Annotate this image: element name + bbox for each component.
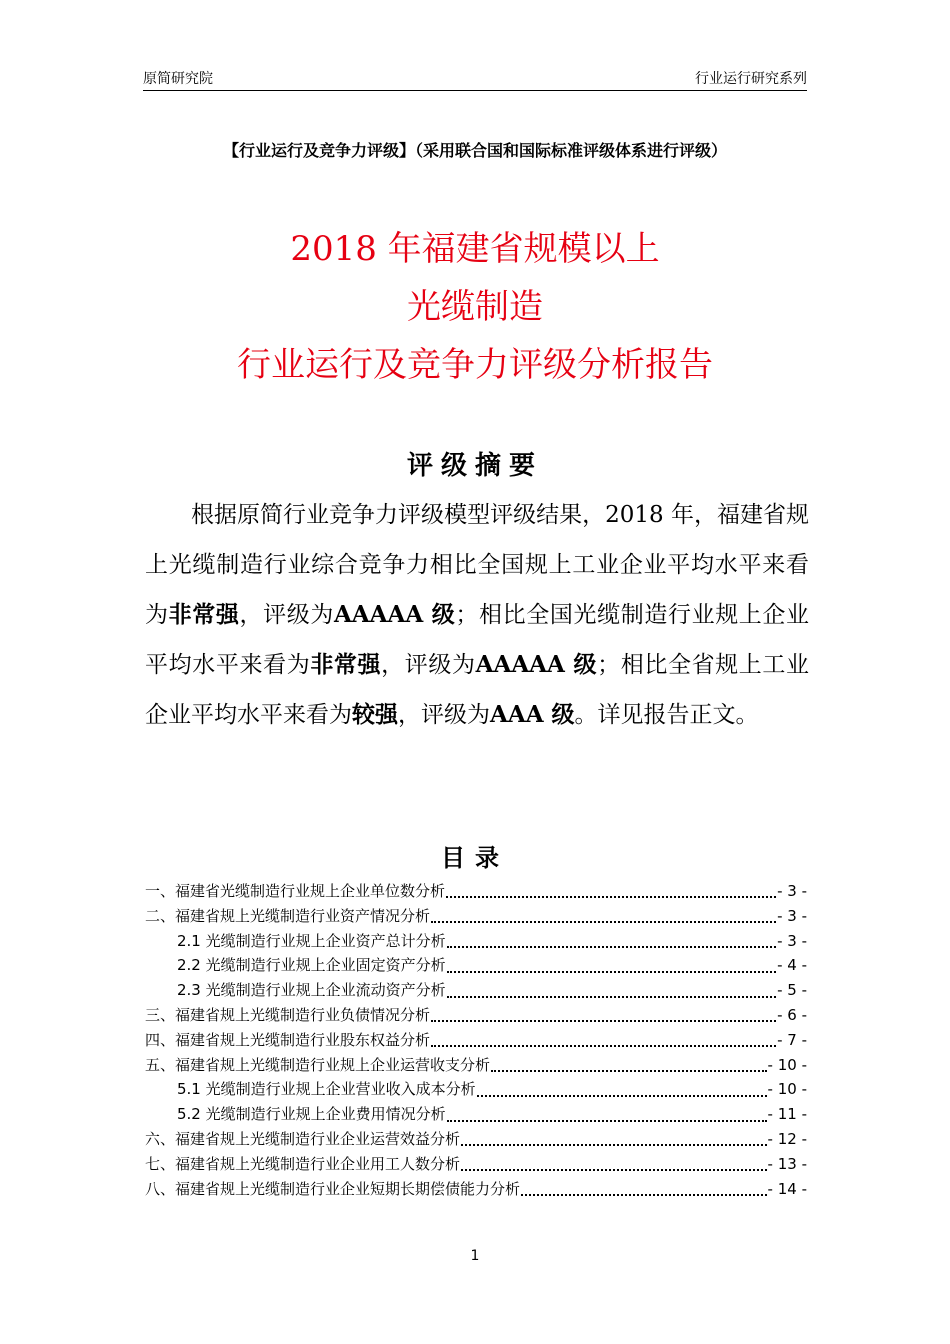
header-series: 行业运行研究系列 bbox=[695, 71, 807, 87]
toc-entry-label: 六、福建省规上光缆制造行业企业运营效益分析 bbox=[145, 1129, 461, 1148]
table-of-contents bbox=[145, 880, 807, 1202]
summary-rating-3: 较强 bbox=[352, 701, 398, 728]
toc-entry-page: - 10 - bbox=[767, 1080, 807, 1099]
title-line-3: 行业运行及竞争力评级分析报告 bbox=[237, 345, 713, 385]
toc-entry-label: 2.1 光缆制造行业规上企业资产总计分析 bbox=[177, 931, 446, 950]
toc-leader-dots bbox=[431, 1020, 776, 1022]
toc-leader-dots bbox=[431, 921, 776, 923]
toc-entry-page: - 3 - bbox=[777, 882, 807, 900]
summary-grade-3: AAA 级 bbox=[490, 701, 575, 728]
toc-entry-page: - 4 - bbox=[777, 956, 807, 975]
title-line-1: 2018 年福建省规模以上 bbox=[290, 229, 660, 269]
summary-text-5: ；相比全省规上工业企业平均水平来看为 bbox=[145, 652, 810, 728]
toc-leader-dots bbox=[521, 1194, 767, 1196]
toc-subentry[interactable] bbox=[145, 930, 807, 955]
summary-text-3: ；相比全国光缆制造行业规上企业平均水平来看为 bbox=[145, 602, 810, 678]
toc-entry-label: 八、福建省规上光缆制造行业企业短期长期偿债能力分析 bbox=[145, 1179, 521, 1198]
toc-entry-label: 5.1 光缆制造行业规上企业营业收入成本分析 bbox=[177, 1080, 476, 1099]
title-line-2: 光缆制造 bbox=[407, 287, 543, 327]
toc-entry[interactable] bbox=[145, 1128, 807, 1153]
toc-entry-label: 三、福建省规上光缆制造行业负债情况分析 bbox=[145, 1005, 431, 1024]
page-number: 1 bbox=[470, 1248, 480, 1264]
toc-subentry[interactable] bbox=[145, 1103, 807, 1128]
summary-text-6: ，评级为 bbox=[398, 702, 490, 728]
toc-leader-dots bbox=[431, 1045, 776, 1047]
toc-leader-dots bbox=[461, 1169, 767, 1171]
summary-rating-2: 非常强 bbox=[310, 651, 382, 678]
toc-leader-dots bbox=[447, 1120, 767, 1122]
toc-leader-dots bbox=[477, 1095, 767, 1097]
toc-leader-dots bbox=[447, 971, 776, 973]
toc-entry-label: 四、福建省规上光缆制造行业股东权益分析 bbox=[145, 1030, 431, 1049]
toc-entry-page: - 5 - bbox=[777, 981, 807, 1000]
toc-leader-dots bbox=[491, 1070, 767, 1072]
toc-entry[interactable] bbox=[145, 1029, 807, 1054]
toc-leader-dots bbox=[446, 896, 776, 898]
toc-entry[interactable] bbox=[145, 880, 807, 905]
toc-entry-page: - 14 - bbox=[767, 1179, 807, 1198]
summary-heading: 评级摘要 bbox=[406, 451, 543, 481]
toc-entry-page: - 10 - bbox=[767, 1055, 807, 1074]
toc-entry-label: 七、福建省规上光缆制造行业企业用工人数分析 bbox=[145, 1154, 461, 1173]
toc-entry-page: - 13 - bbox=[767, 1154, 807, 1173]
summary-text-1: 根据原简行业竞争力评级模型评级结果，2018 年，福建省规上光缆制造行业综合竞争力相比全国规上工业企业平均水平来看为 bbox=[145, 502, 809, 628]
toc-heading: 目录 bbox=[441, 844, 509, 872]
summary-text-7: 。详见报告正文。 bbox=[574, 702, 759, 728]
page-header bbox=[143, 64, 807, 91]
summary-paragraph bbox=[145, 490, 809, 740]
summary-text-2: ，评级为 bbox=[239, 602, 334, 628]
toc-leader-dots bbox=[447, 946, 776, 948]
summary-grade-1: AAAAA 级 bbox=[333, 601, 456, 628]
toc-entry-label: 2.3 光缆制造行业规上企业流动资产分析 bbox=[177, 981, 446, 1000]
toc-subentry[interactable] bbox=[145, 954, 807, 979]
toc-entry[interactable] bbox=[145, 905, 807, 930]
report-title bbox=[143, 220, 807, 394]
toc-entry-label: 5.2 光缆制造行业规上企业费用情况分析 bbox=[177, 1105, 446, 1124]
toc-subentry[interactable] bbox=[145, 979, 807, 1004]
report-tagline: 【行业运行及竞争力评级】（采用联合国和国际标准评级体系进行评级） bbox=[222, 141, 727, 160]
summary-grade-2: AAAAA 级 bbox=[475, 651, 598, 678]
toc-entry-page: - 6 - bbox=[777, 1005, 807, 1024]
toc-entry[interactable] bbox=[145, 1153, 807, 1178]
toc-entry-page: - 3 - bbox=[777, 931, 807, 950]
toc-entry[interactable] bbox=[145, 1178, 807, 1203]
summary-rating-1: 非常强 bbox=[168, 601, 240, 628]
toc-entry-label: 五、福建省规上光缆制造行业规上企业运营收支分析 bbox=[145, 1055, 491, 1074]
header-publisher: 原简研究院 bbox=[143, 71, 213, 87]
toc-entry-page: - 12 - bbox=[767, 1129, 807, 1148]
summary-text-4: ，评级为 bbox=[381, 652, 476, 678]
toc-entry-page: - 7 - bbox=[777, 1030, 807, 1049]
toc-entry-label: 2.2 光缆制造行业规上企业固定资产分析 bbox=[177, 956, 446, 975]
toc-subentry[interactable] bbox=[145, 1078, 807, 1103]
toc-leader-dots bbox=[447, 996, 776, 998]
toc-entry[interactable] bbox=[145, 1004, 807, 1029]
toc-entry-label: 二、福建省规上光缆制造行业资产情况分析 bbox=[145, 906, 431, 925]
toc-entry[interactable] bbox=[145, 1054, 807, 1079]
toc-entry-page: - 11 - bbox=[767, 1105, 807, 1124]
toc-entry-page: - 3 - bbox=[777, 906, 807, 925]
toc-leader-dots bbox=[461, 1144, 767, 1146]
toc-entry-label: 一、福建省光缆制造行业规上企业单位数分析 bbox=[145, 882, 446, 900]
